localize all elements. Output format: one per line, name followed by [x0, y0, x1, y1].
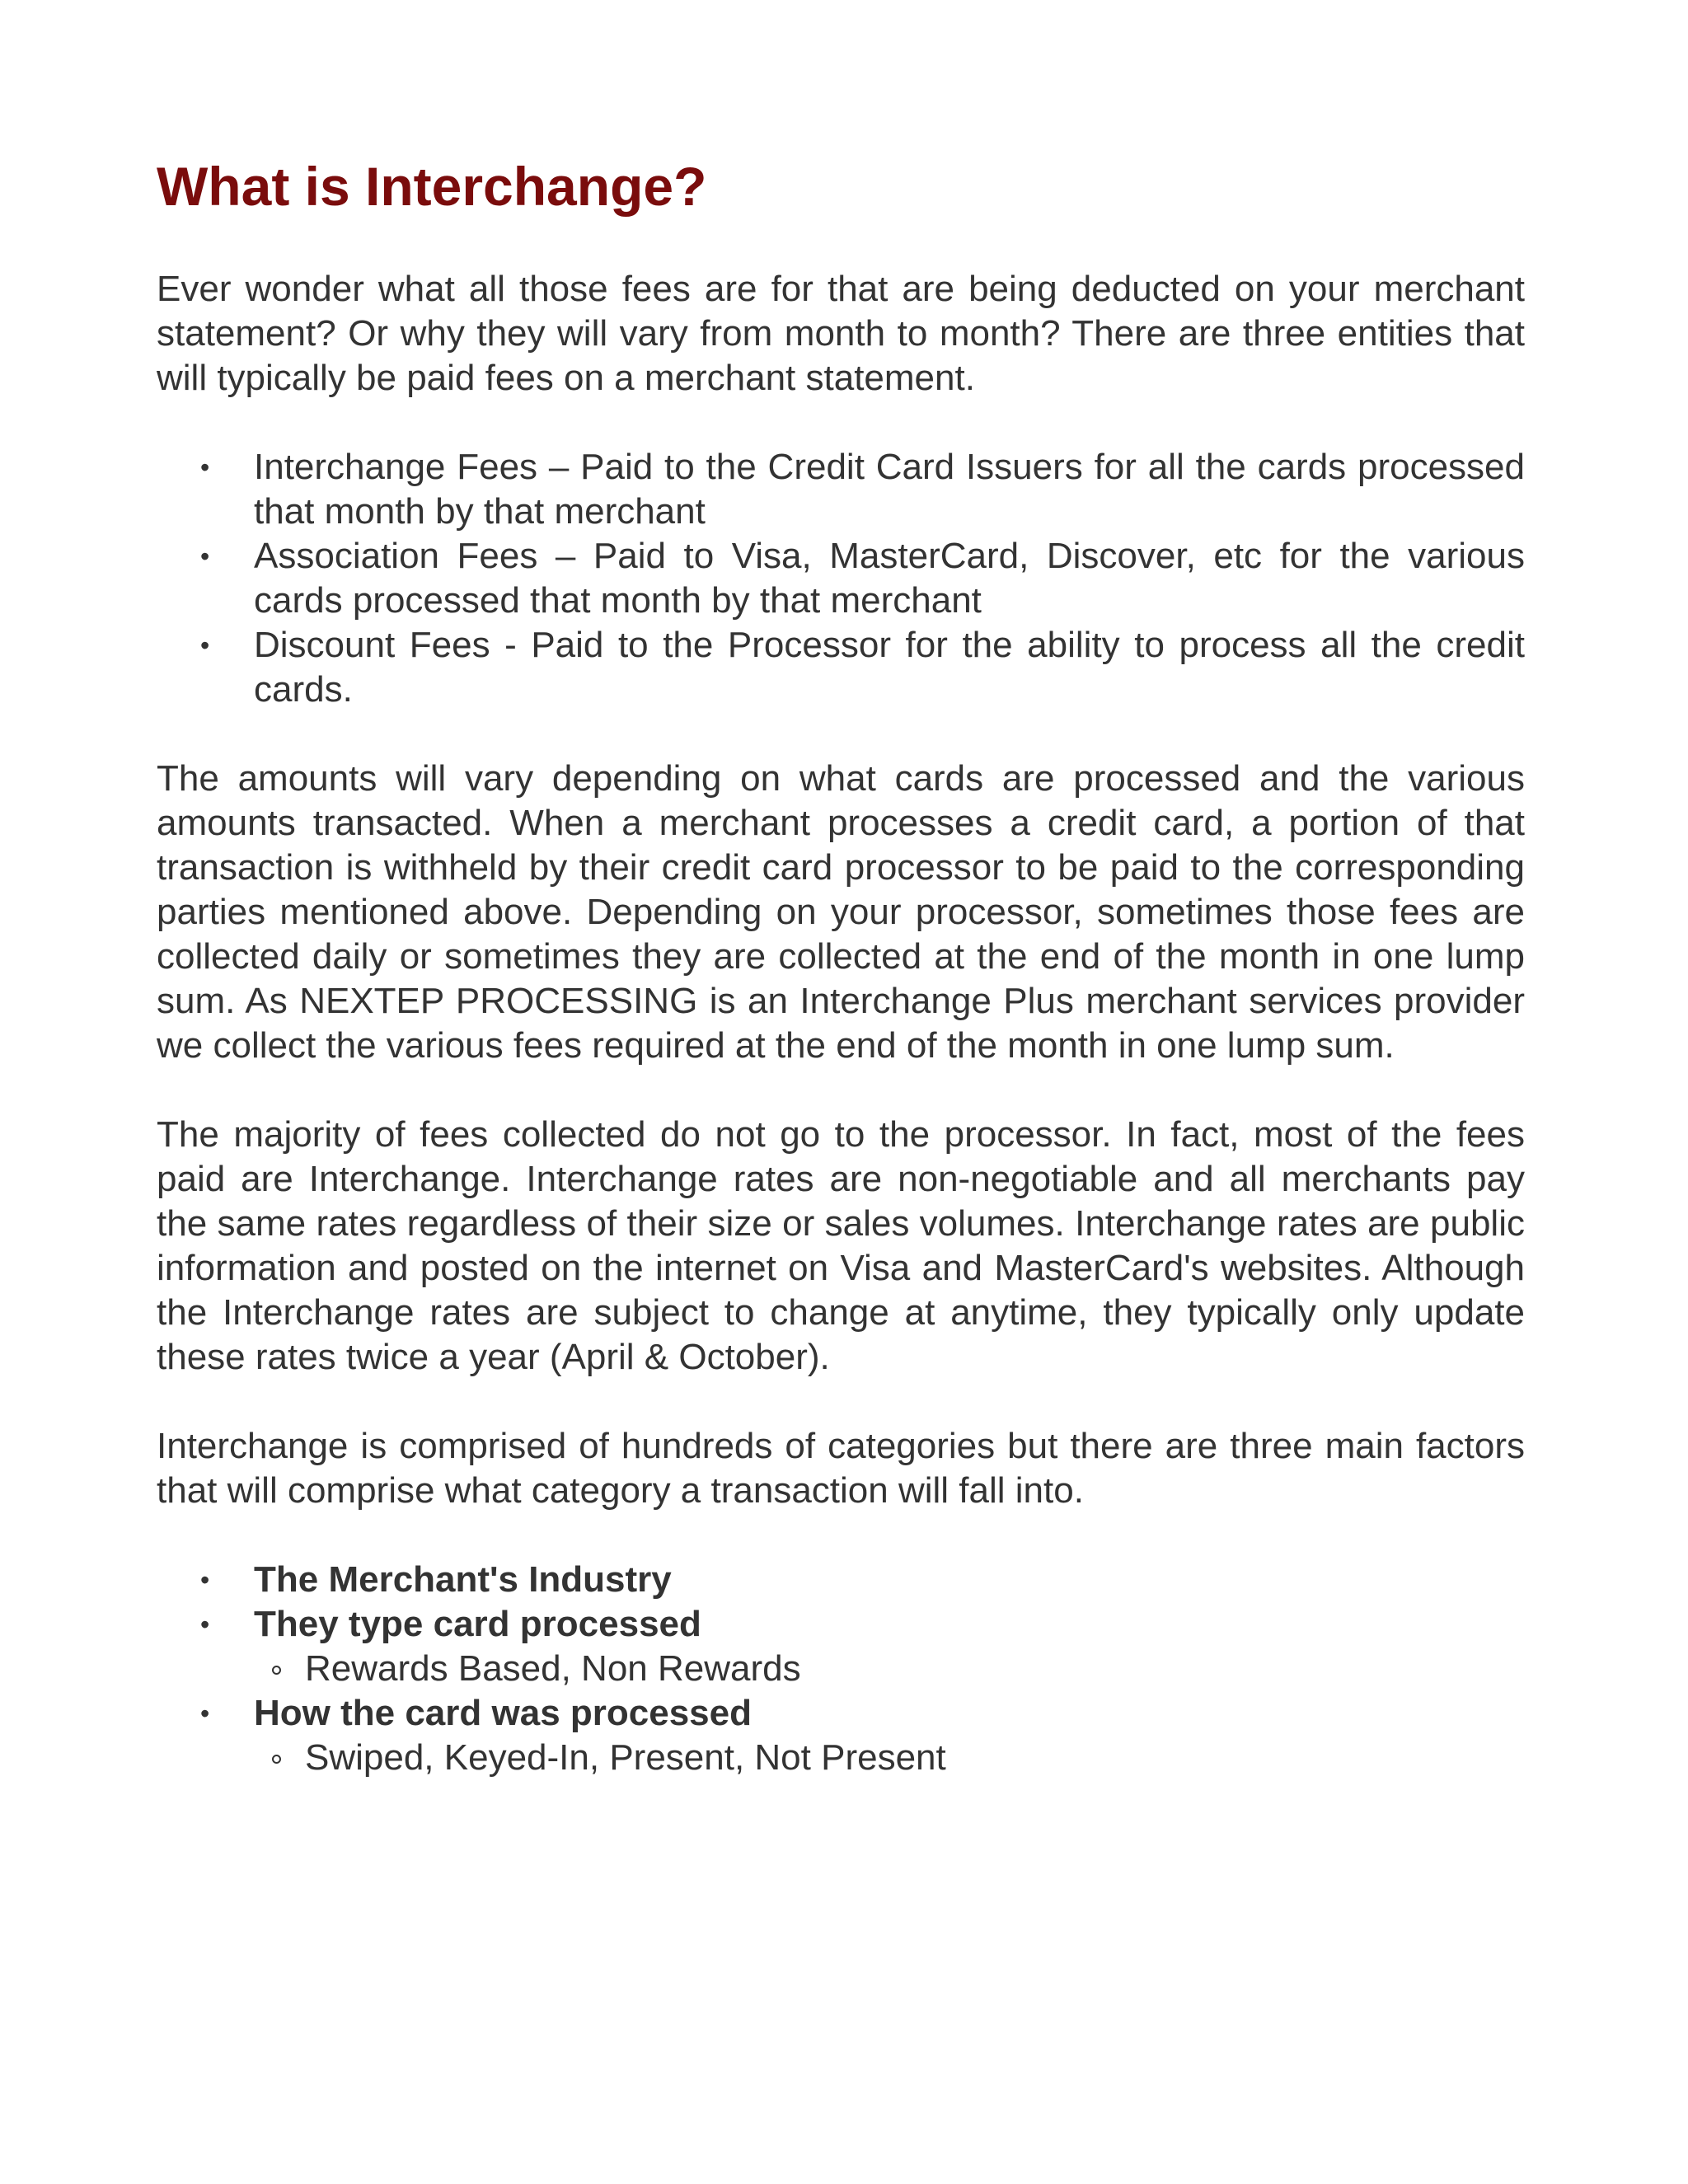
list-item — [157, 445, 1525, 534]
sub-list — [254, 1647, 1525, 1691]
factor-label: The Merchant's Industry — [254, 1559, 672, 1600]
sub-list-item — [254, 1647, 1525, 1691]
factor-label: How the card was processed — [254, 1693, 752, 1733]
fee-item-text: Discount Fees - Paid to the Processor for the ability to process all the credit cards. — [254, 625, 1525, 710]
list-item — [157, 1691, 1525, 1780]
bullet-icon: • — [200, 541, 210, 571]
list-item — [157, 1558, 1525, 1602]
document-page — [157, 153, 1525, 1825]
sub-item-text: Swiped, Keyed-In, Present, Not Present — [305, 1737, 946, 1778]
sub-item-text: Rewards Based, Non Rewards — [305, 1648, 801, 1689]
intro-paragraph: Ever wonder what all those fees are for that are being deducted on your merchant statement? Or why they will vary from month to month? There are three entities that will typically be paid fees on a merchant statement. — [157, 269, 1525, 398]
factor-label: They type card processed — [254, 1604, 701, 1644]
bullet-icon: • — [200, 1565, 210, 1595]
circle-bullet-icon — [272, 1755, 281, 1764]
categories-paragraph: Interchange is comprised of hundreds of categories but there are three main factors that will comprise what category a transaction will fall into. — [157, 1426, 1525, 1511]
sub-list-item — [254, 1736, 1525, 1780]
list-item — [157, 534, 1525, 623]
circle-bullet-icon — [272, 1666, 281, 1675]
bullet-icon: • — [200, 1699, 210, 1728]
factor-list — [157, 1558, 1525, 1780]
bullet-icon: • — [200, 452, 210, 482]
fee-item-text: Interchange Fees – Paid to the Credit Card Issuers for all the cards processed that month by that merchant — [254, 447, 1525, 532]
sub-list — [254, 1736, 1525, 1780]
majority-paragraph: The majority of fees collected do not go to the processor. In fact, most of the fees paid are Interchange. Interchange rates are non-negotiable and all merchants pay the same rates regardless of their size or sales volumes. Interchange rates are public information and posted on the internet on Visa and MasterCard's websites. Although the Interchange rates are subject to change at anytime, they typically only update these rates twice a year (April & October). — [157, 1114, 1525, 1377]
page-title: What is Interchange? — [157, 156, 707, 217]
fee-item-text: Association Fees – Paid to Visa, MasterCard, Discover, etc for the various cards processed that month by that merchant — [254, 536, 1525, 621]
list-item — [157, 1602, 1525, 1691]
fee-list — [157, 445, 1525, 712]
bullet-icon: • — [200, 1610, 210, 1639]
amounts-paragraph: The amounts will vary depending on what cards are processed and the various amounts transacted. When a merchant processes a credit card, a portion of that transaction is withheld by their credit card processor to be paid to the corresponding parties mentioned above. Depending on your processor, sometimes those fees are collected daily or sometimes they are collected at the end of the month in one lump sum. As NEXTEP PROCESSING is an Interchange Plus merchant services provider we collect the various fees required at the end of the month in one lump sum. — [157, 758, 1525, 1066]
bullet-icon: • — [200, 630, 210, 660]
list-item — [157, 623, 1525, 712]
